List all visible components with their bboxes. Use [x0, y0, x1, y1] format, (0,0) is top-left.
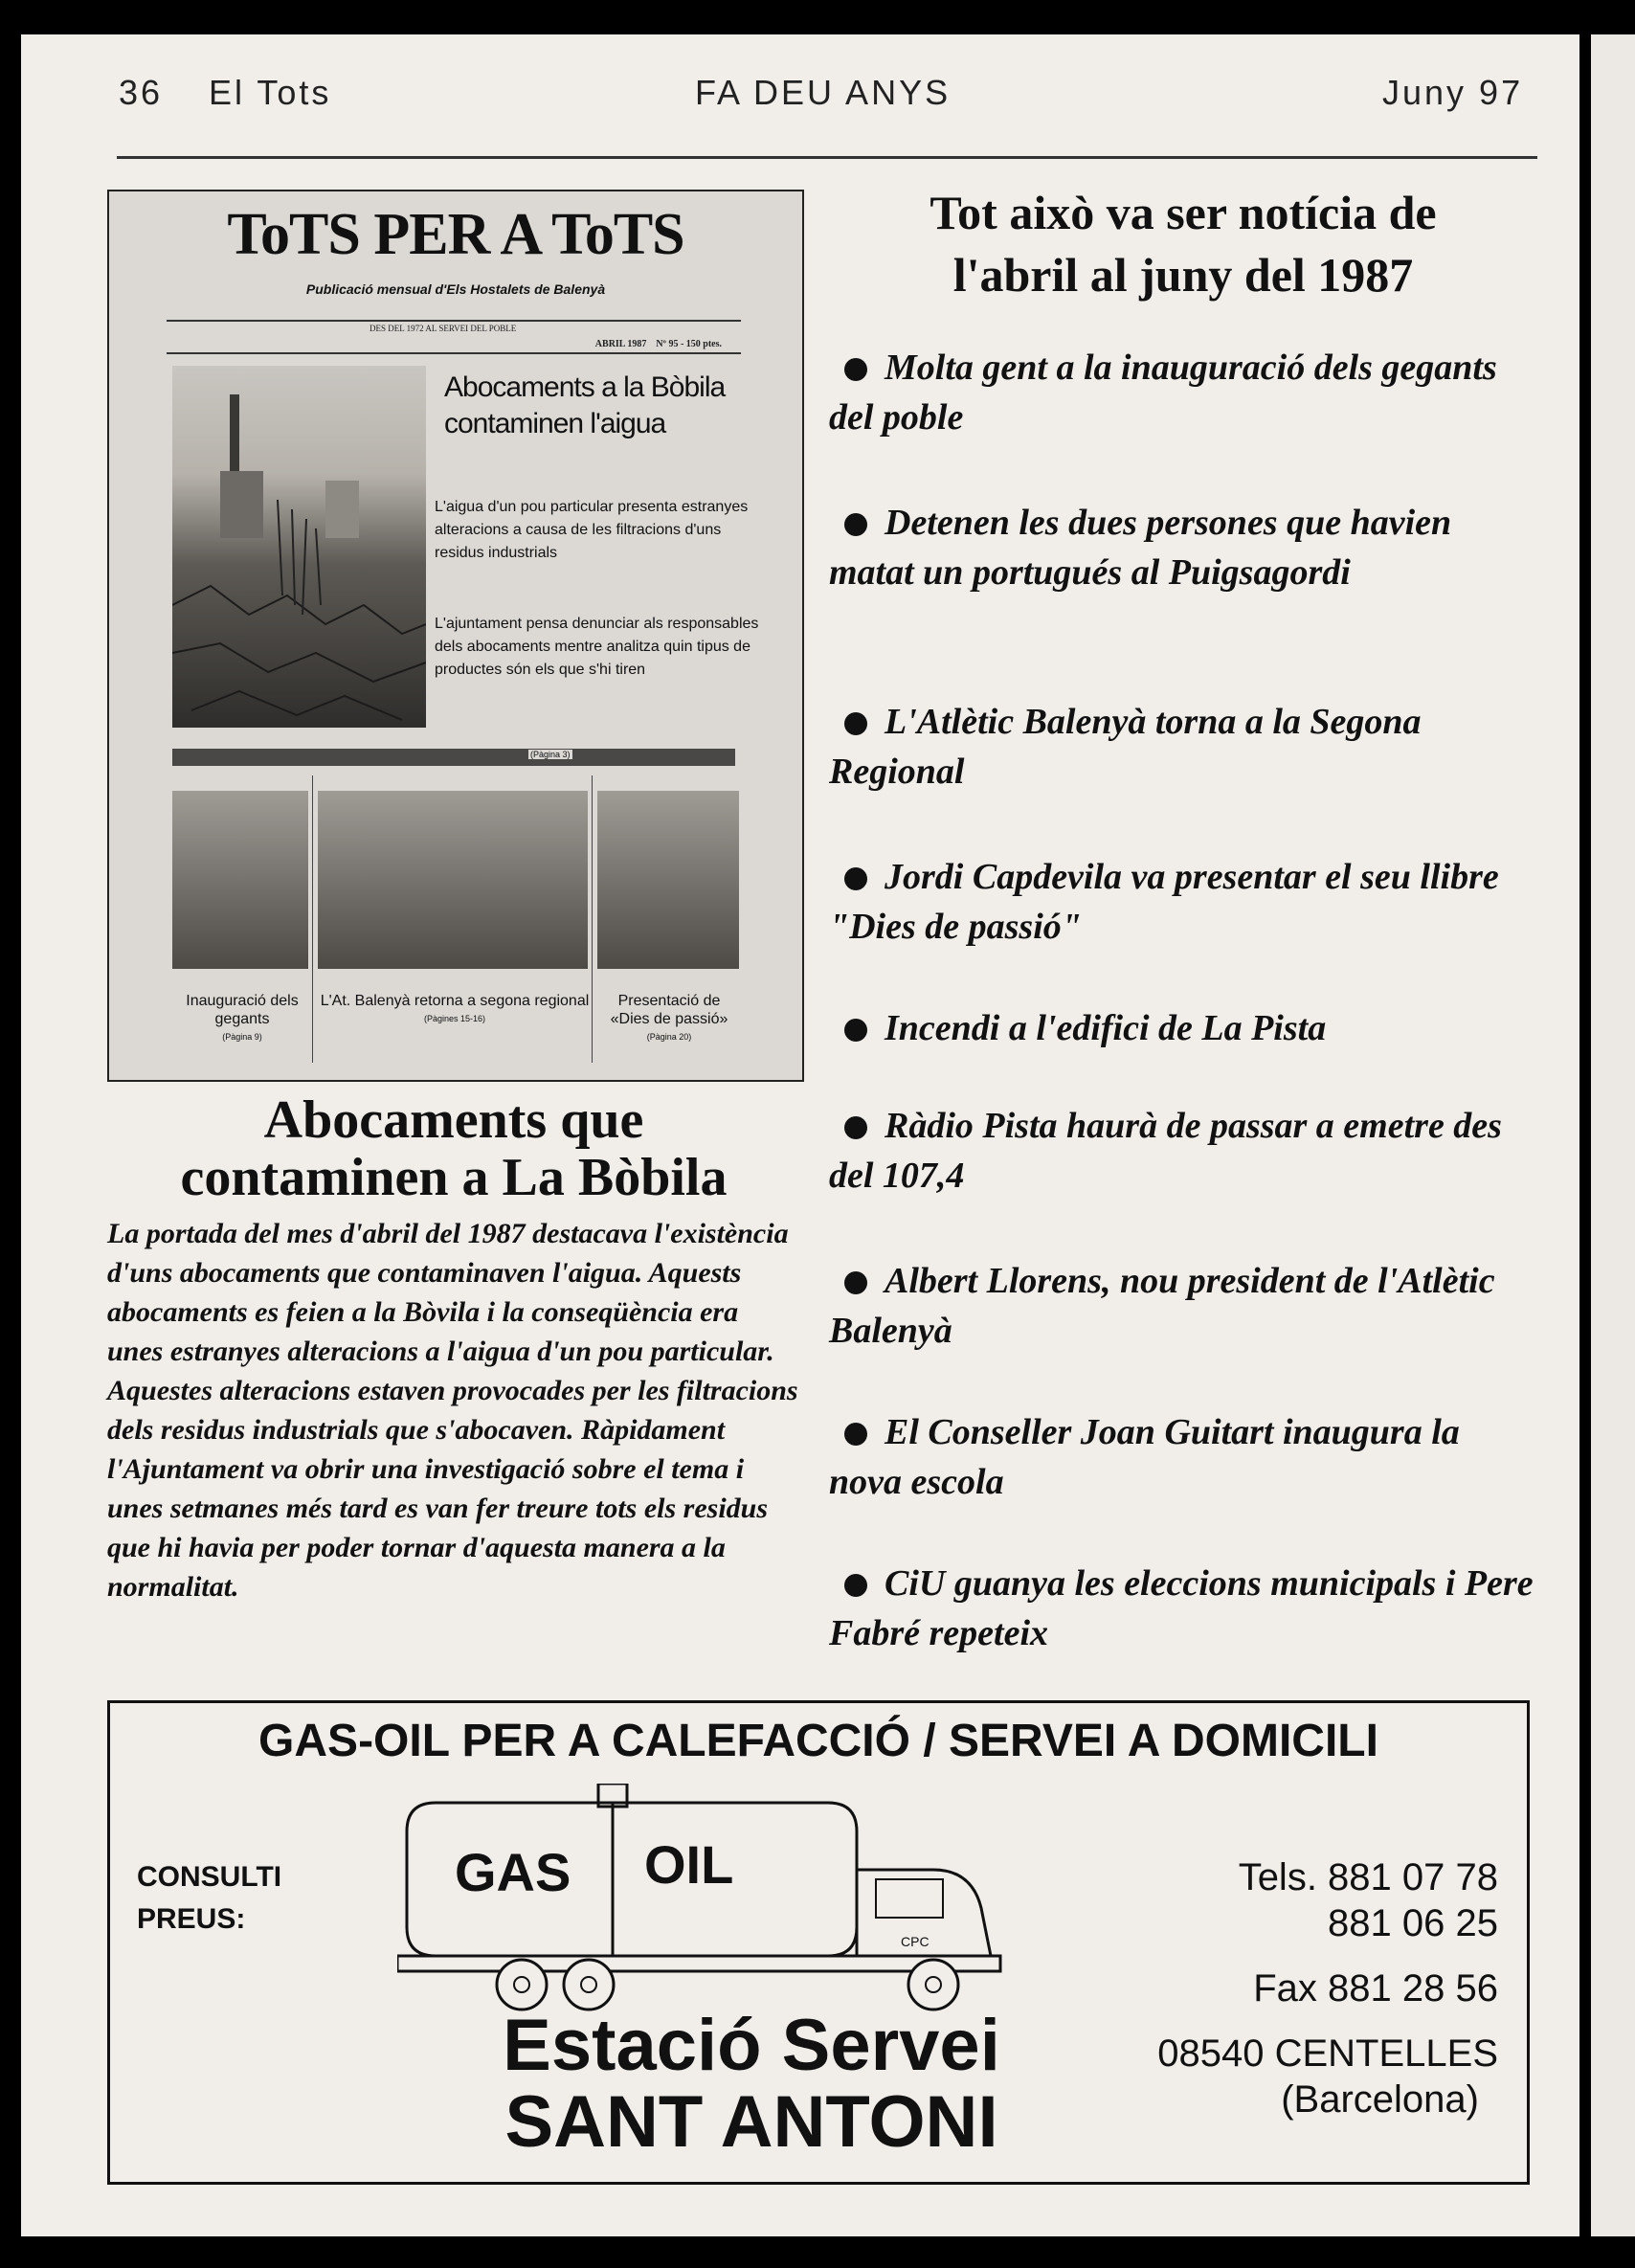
news-item	[829, 1559, 1537, 1658]
clipping-body-2: L'ajuntament pensa denunciar als responsables dels abocaments mentre analitza quin tipus de productes són els que s'hi tiren	[435, 616, 759, 678]
headline-line: Abocaments que	[263, 1090, 644, 1150]
clipping-headline: Abocaments a la Bòbila contaminen l'aigua	[444, 371, 726, 439]
ad-consulti-line: PREUS:	[137, 1903, 246, 1935]
publication-name: El Tots	[209, 73, 332, 112]
bullet-icon	[844, 513, 867, 536]
caption-page: (Pàgines 15-16)	[423, 1014, 486, 1023]
caption-text: L'At. Balenyà retorna a segona regional	[320, 993, 590, 1009]
masthead-rule-bottom	[167, 352, 741, 354]
bullet-icon	[844, 1271, 867, 1294]
ad-brand-line-2: SANT ANTONI	[504, 2081, 998, 2163]
caption-gegants	[172, 992, 312, 1046]
gasoil-advertisement	[107, 1700, 1530, 2185]
news-item	[829, 697, 1537, 797]
bullet-icon	[844, 712, 867, 735]
news-item-text: L'Atlètic Balenyà torna a la Segona Regional	[829, 702, 1422, 792]
tanker-truck-icon	[397, 1784, 1086, 2013]
masthead-subtitle: Publicació mensual d'Els Hostalets de Balenyà	[305, 281, 606, 297]
caption-text: Inauguració dels gegants	[186, 993, 299, 1027]
masthead-since: DES DEL 1972 AL SERVEI DEL POBLE	[370, 324, 517, 333]
caption-page: (Pàgina 9)	[222, 1032, 262, 1042]
bullet-icon	[844, 1574, 867, 1597]
thumb-separator	[592, 775, 593, 1063]
truck-cpc-label: CPC	[901, 1934, 929, 1949]
ad-city: 08540 CENTELLES	[1157, 2032, 1498, 2075]
headline-line: Tot això va ser notícia de	[929, 186, 1437, 239]
bullet-icon	[844, 1116, 867, 1139]
news-item-text: Incendi a l'edifici de La Pista	[885, 1008, 1327, 1048]
clipping-issue	[109, 339, 722, 349]
news-item-text: El Conseller Joan Guitart inaugura la nova escola	[829, 1412, 1460, 1502]
caption-text: Presentació de «Dies de passió»	[610, 993, 728, 1027]
news-item	[829, 1256, 1537, 1356]
page-number: 36	[119, 73, 164, 112]
bullet-icon	[844, 867, 867, 890]
ad-fax: Fax 881 28 56	[1253, 1967, 1498, 2010]
bullet-icon	[844, 1423, 867, 1446]
cover-photo-bobila	[172, 366, 426, 728]
news-item	[829, 343, 1537, 442]
news-item	[829, 1407, 1537, 1507]
masthead: ToTS PER A ToTS	[227, 202, 684, 267]
ad-brand-line-1: Estació Servei	[503, 2005, 1000, 2086]
ad-phone-1: Tels. 881 07 78	[1238, 1856, 1498, 1898]
news-item-text: CiU guanya les eleccions municipals i Pere Fabré repeteix	[829, 1563, 1534, 1653]
caption-page: (Pàgina 20)	[646, 1032, 692, 1042]
newspaper-clipping	[107, 190, 804, 1082]
ad-province: (Barcelona)	[1281, 2078, 1479, 2121]
header-rule	[117, 156, 1537, 159]
ad-title: GAS-OIL PER A CALEFACCIÓ / SERVEI A DOMICILI	[258, 1716, 1378, 1766]
clipping-bar	[172, 749, 735, 766]
news-item	[829, 498, 1537, 597]
bullet-icon	[844, 358, 867, 381]
news-item	[829, 1003, 1537, 1053]
ad-consulti-line: CONSULTI	[137, 1861, 282, 1893]
caption-football	[318, 992, 592, 1028]
news-item	[829, 852, 1537, 952]
truck-gas-label: GAS	[455, 1842, 571, 1902]
clipping-issue-date: ABRIL 1987	[594, 339, 647, 349]
news-item	[829, 1101, 1537, 1201]
news-item-text: Jordi Capdevila va presentar el seu llibre "Dies de passió"	[829, 857, 1499, 947]
news-item-text: Albert Llorens, nou president de l'Atlètic Balenyà	[829, 1261, 1495, 1351]
news-item-text: Ràdio Pista haurà de passar a emetre des del 107,4	[829, 1106, 1502, 1196]
thumb-gegants	[172, 791, 308, 969]
facing-page-edge	[1591, 34, 1635, 2236]
masthead-rule-top	[167, 320, 741, 322]
headline-line: l'abril al juny del 1987	[952, 248, 1414, 302]
thumb-separator	[312, 775, 313, 1063]
section-title: FA DEU ANYS	[695, 73, 952, 112]
news-item-text: Molta gent a la inauguració dels gegants del poble	[829, 348, 1497, 438]
right-column-headline	[829, 182, 1537, 306]
issue-date: Juny 97	[1382, 73, 1524, 112]
left-article-body: La portada del mes d'abril del 1987 destacava l'existència d'uns abocaments que contaminaven l'aigua. Aquests abocaments es feien a la Bòvila i la conseqüència era unes estranyes alteracions a l'aigua d'un pou particular. Aquestes alteracions estaven provocades per les filtracions dels residus industrials que s'abocaven. Ràpidament l'Ajuntament va obrir una investigació sobre el tema i unes setmanes més tard es van fer treure tots els residus que hi havia per poder tornar d'aquesta manera a la normalitat.	[107, 1218, 798, 1603]
thumb-book-presentation	[597, 791, 739, 969]
clipping-body-1: L'aigua d'un pou particular presenta estranyes alteracions a causa de les filtracions d'uns residus industrials	[435, 499, 749, 561]
clipping-page-ref: (Pàgina 3)	[530, 750, 571, 759]
ad-phone-2: 881 06 25	[1328, 1902, 1498, 1944]
left-article-headline	[107, 1091, 800, 1206]
caption-book	[597, 992, 741, 1046]
truck-oil-label: OIL	[644, 1834, 734, 1895]
clipping-issue-number: Nº 95 - 150 ptes.	[656, 339, 722, 349]
bullet-icon	[844, 1019, 867, 1042]
ad-consulti	[137, 1856, 281, 1941]
news-item-text: Detenen les dues persones que havien matat un portugués al Puigsagordi	[829, 503, 1452, 593]
headline-line: contaminen a La Bòbila	[180, 1148, 728, 1207]
thumb-football-team	[318, 791, 588, 969]
